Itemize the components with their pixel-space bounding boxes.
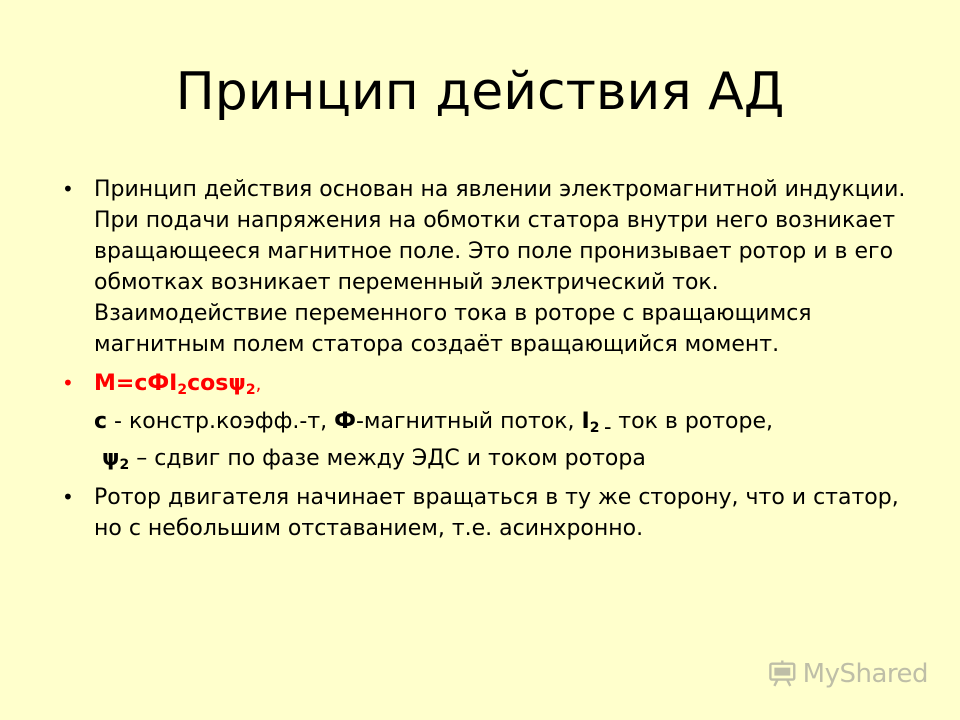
c-symbol: с [94, 409, 108, 434]
definition-line-2: $\psi_2$ – сдвиг по фазе между ЭДС и током ротора [102, 446, 646, 473]
psi-symbol: ψ [102, 446, 120, 471]
bullet-principle-text: Принцип действия основан на явлении электромагнитной индукции. При подачи напряжения на обмотки статора внутри него возникает вращающееся магнитное поле. Это поле пронизывает ротор и в его обмотках возникает переменный электрический ток. Взаимодействие переменного тока в роторе с вращающимся магнитным полем статора создаёт вращающийся момент. [94, 177, 906, 357]
formula-comma: , [255, 374, 262, 395]
definition-line-1: с - констр.коэфф.-т, Ф-магнитный поток, $I_{2 -}$ ток в роторе, [94, 409, 774, 436]
watermark-text: MyShared [802, 659, 928, 689]
slide-body [58, 174, 918, 552]
phi-symbol: Ф [334, 409, 356, 434]
bullet-rotor-text: Ротор двигателя начинает вращаться в ту же сторону, что и статор, но с небольшим отставанием, т.е. асинхронно. [94, 485, 899, 541]
bullet-dot-icon: • [62, 485, 74, 509]
bullet-dot-icon: • [62, 371, 74, 395]
watermark-logo [768, 656, 928, 692]
bullet-formula [58, 368, 918, 400]
slide-title: Принцип действия АД [175, 62, 785, 122]
torque-formula: M=cФI$_2$cosψ$_2$ [94, 371, 256, 398]
i-symbol: I [581, 409, 590, 434]
bullet-dot-icon: • [62, 177, 74, 201]
bullet-principle [58, 174, 918, 360]
presentation-board-icon [768, 657, 797, 691]
bullet-rotor [58, 482, 918, 544]
